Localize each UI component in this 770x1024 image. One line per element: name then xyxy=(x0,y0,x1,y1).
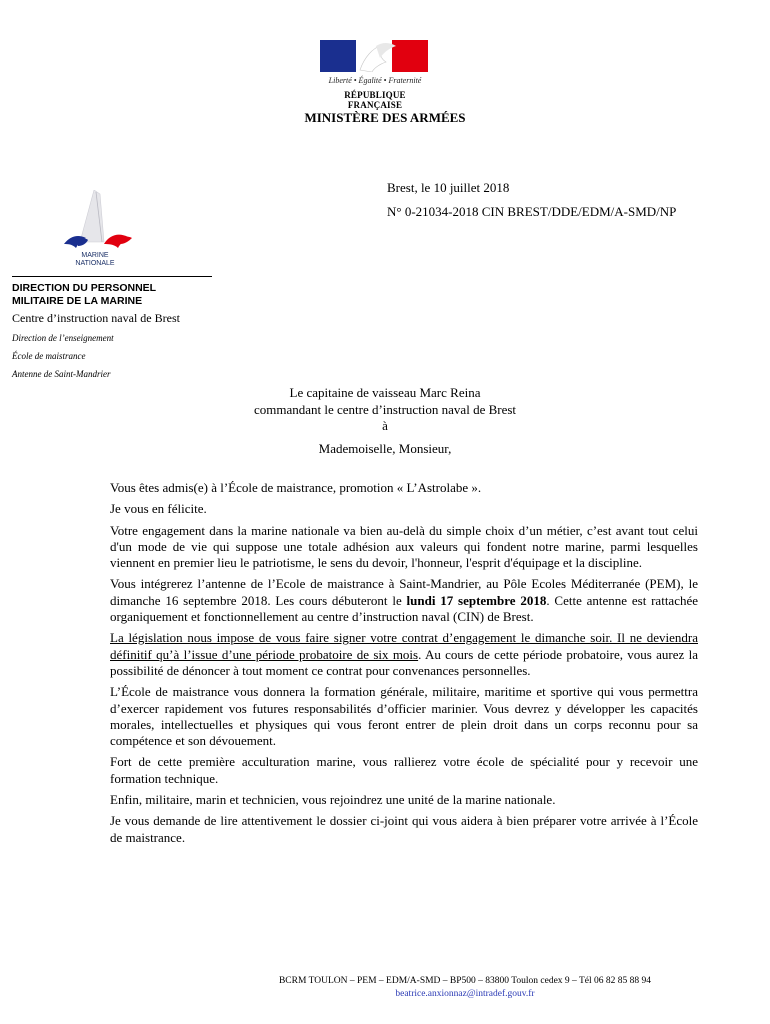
paragraph-2: Je vous en félicite. xyxy=(110,501,207,517)
contract-notice: La législation nous impose de vous faire signer votre contrat d’engagement le dimanche soir. Il ne deviendra définitif qu’à l’issue d’une période probatoire de six mois xyxy=(110,630,698,662)
sender-divider xyxy=(12,276,212,277)
marine-nationale-logo xyxy=(60,190,140,274)
course-start-date: lundi 17 septembre 2018 xyxy=(406,592,547,608)
letter-date: Brest, le 10 juillet 2018 xyxy=(387,180,510,195)
marine-sail-icon xyxy=(60,190,140,252)
letter-author xyxy=(0,385,770,457)
marine-label-line1: MARINE xyxy=(81,252,109,259)
author-line3: à xyxy=(382,418,388,433)
letter-reference: N° 0-21034-2018 CIN BREST/DDE/EDM/A-SMD/NP xyxy=(387,204,677,219)
sender-sub1: Direction de l’enseignement xyxy=(12,333,114,343)
republic-motto: Liberté • Égalité • Fraternité xyxy=(328,76,422,85)
sender-centre: Centre d’instruction naval de Brest xyxy=(12,311,180,325)
paragraph-3: Votre engagement dans la marine nationale va bien au-delà du simple choix d’un métier, c’est avant tout celui d'un mode de vie qui suppose une totale adhésion aux valeurs qui fondent notre marine, parmi lesquelles viennent en premier lieu le patriotisme, le sens du devoir, l'honneur, l'esprit d'équipage et la discipline. xyxy=(110,522,698,571)
paragraph-4-text: Vous intégrerez l’antenne de l’Ecole de maistrance à Saint-Mandrier, au Pôle Ecoles Méditerranée (PEM), le dimanche 16 septembre 2018. Les cours débuteront le xyxy=(110,576,698,608)
republic-name: RÉPUBLIQUE FRANÇAISE xyxy=(344,90,406,110)
author-line1: Le capitaine de vaisseau Marc Reina xyxy=(289,385,481,400)
paragraph-9: Je vous demande de lire attentivement le dossier ci-joint qui vous aidera à bien préparer votre arrivée à l’École de maistrance. xyxy=(110,813,698,845)
sender-sub2: École de maistrance xyxy=(12,351,86,361)
direction-line2: MILITAIRE DE LA MARINE xyxy=(12,295,143,307)
paragraph-6: L’École de maistrance vous donnera la formation générale, militaire, maritime et sportive qui vous permettra d’exercer rapidement vos futures responsabilités d’officier marinier. Vous devrez y développer les capacités morales, intellectuelles et physiques qui vous feront entrer de plein droit dans un corps reconnu pour sa compétence et son dévouement. xyxy=(110,684,698,749)
footer-address: BCRM TOULON – PEM – EDM/A-SMD – BP500 – 83800 Toulon cedex 9 – Tél 06 82 85 88 94 xyxy=(278,976,652,986)
author-line2: commandant le centre d’instruction naval de Brest xyxy=(253,401,517,417)
sender-sub3: Antenne de Saint-Mandrier xyxy=(12,369,111,379)
sender-direction xyxy=(12,282,156,308)
footer-email[interactable]: beatrice.anxionnaz@intradef.gouv.fr xyxy=(395,989,535,999)
salutation: Mademoiselle, Monsieur, xyxy=(318,440,452,456)
marianne-flag-icon xyxy=(320,40,428,72)
republique-francaise-logo xyxy=(318,38,432,110)
ministry-title: MINISTÈRE DES ARMÉES xyxy=(304,110,466,125)
paragraph-5-end: . Au cours de cette période probatoire, vous aurez la possibilité de dénoncer à tout moment ce contrat pour convenances personnelles. xyxy=(110,646,698,678)
paragraph-8: Enfin, militaire, marin et technicien, vous rejoindrez une unité de la marine nationale. xyxy=(110,792,556,808)
letter-body xyxy=(110,480,698,851)
paragraph-4 xyxy=(110,576,698,625)
marine-label-line2: NATIONALE xyxy=(75,260,115,267)
direction-line1: DIRECTION DU PERSONNEL xyxy=(12,282,157,294)
paragraph-4-end: . Cette antenne est rattachée organiquement et fonctionnellement au centre d’instruction naval (CIN) de Brest. xyxy=(110,592,699,625)
paragraph-7: Fort de cette première acculturation marine, vous rallierez votre école de spécialité pour y recevoir une formation technique. xyxy=(110,754,698,786)
paragraph-1: Vous êtes admis(e) à l’École de maistrance, promotion « L’Astrolabe ». xyxy=(110,480,482,495)
marine-label xyxy=(60,252,130,268)
paragraph-5 xyxy=(110,630,698,679)
